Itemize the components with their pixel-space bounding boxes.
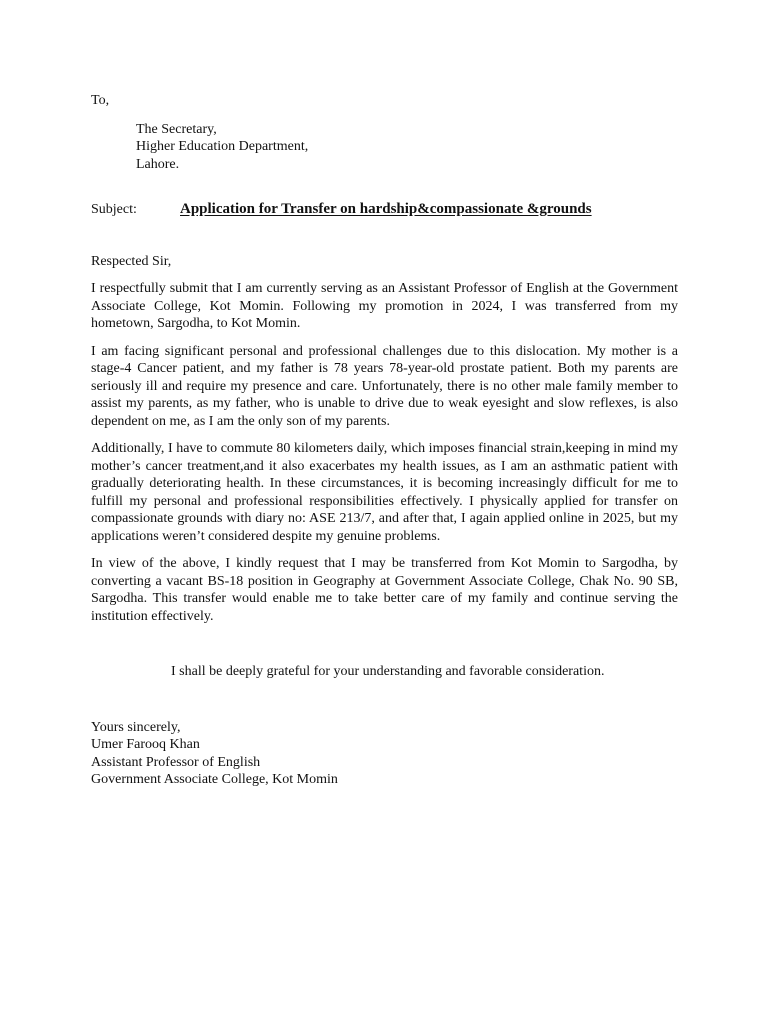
letter-page	[91, 92, 678, 789]
recipient-block	[136, 121, 678, 174]
signer-institution: Government Associate College, Kot Momin	[91, 772, 338, 787]
paragraph-4: In view of the above, I kindly request that I may be transferred from Kot Momin to Sargodha, by converting a vacant BS-18 position in Geography at Government Associate College, Chak No. 90 SB, Sargodha. This transfer would enable me to take better care of my family and continue serving the institution effectively.	[91, 556, 678, 624]
to-label: To,	[91, 93, 110, 108]
recipient-line-2: Higher Education Department,	[136, 139, 309, 154]
subject-label: Subject:	[91, 202, 137, 217]
subject-row	[91, 201, 678, 219]
signer-title: Assistant Professor of English	[91, 754, 261, 770]
valediction: Yours sincerely,	[91, 719, 181, 735]
salutation: Respected Sir,	[91, 253, 172, 269]
recipient-line-3: Lahore.	[136, 156, 180, 172]
signer-name: Umer Farooq Khan	[91, 737, 200, 752]
paragraph-2: I am facing significant personal and professional challenges due to this dislocation. My mother is a stage-4 Cancer patient, and my father is 78 years 78-year-old prostate patient. Both my parents are seriously ill and require my presence and care. Unfortunately, there is no other male family member to assist my parents, as my father, who is unable to drive due to weak eyesight and slow reflexes, is also dependent on me, as I am the only son of my parents.	[91, 343, 678, 429]
signoff-block	[91, 719, 678, 789]
subject-text: Application for Transfer on hardship&compassionate &grounds	[180, 201, 592, 217]
paragraph-3: Additionally, I have to commute 80 kilometers daily, which imposes financial strain,keeping in mind my mother’s cancer treatment,and it also exacerbates my health issues, as I am an asthmatic patient with gradually deteriorating health. In these circumstances, it is becoming increasingly difficult for me to fulfill my personal and professional responsibilities effectively. I physically applied for transfer on compassionate grounds with diary no: ASE 213/7, and after that, I again applied online in 2025, but my applications weren’t considered despite my genuine problems.	[91, 441, 678, 544]
closing-line: I shall be deeply grateful for your understanding and favorable consideration.	[171, 664, 605, 679]
paragraph-1: I respectfully submit that I am currently serving as an Assistant Professor of English at the Government Associate College, Kot Momin. Following my promotion in 2024, I was transferred from my hometown, Sargodha, to Kot Momin.	[91, 281, 678, 331]
recipient-line-1: The Secretary,	[136, 121, 217, 137]
